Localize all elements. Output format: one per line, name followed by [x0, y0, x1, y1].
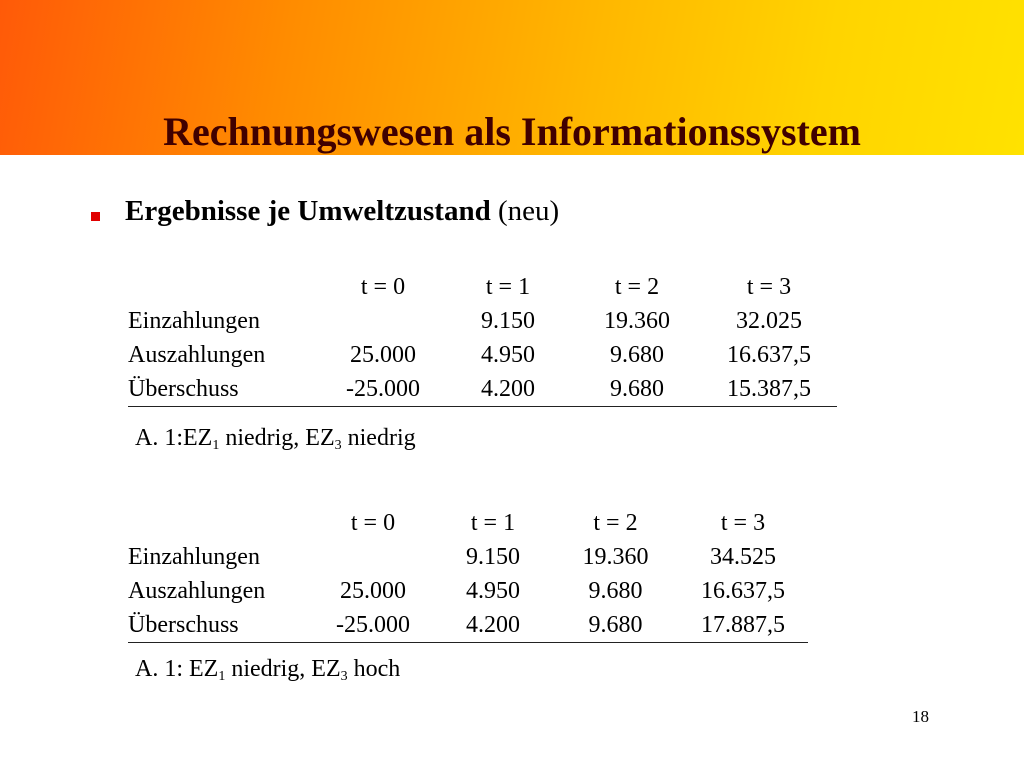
header-cell: t = 1: [485, 274, 531, 300]
table-row: [128, 304, 837, 338]
table-cell: 32.025: [736, 308, 802, 334]
table-cell: 9.680: [553, 608, 678, 643]
table-1-caption: [135, 425, 416, 452]
header-cell: [128, 270, 323, 304]
header-cell: [128, 506, 313, 540]
caption-text: niedrig, EZ: [219, 425, 335, 451]
header-cell: t = 2: [614, 274, 660, 300]
header-cell: t = 0: [360, 274, 406, 300]
table-cell: 19.360: [604, 308, 670, 334]
row-label: Auszahlungen: [128, 342, 266, 368]
row-label: Auszahlungen: [128, 578, 266, 604]
table-cell: 9.150: [481, 308, 535, 334]
cashflow-table-1: [128, 270, 837, 407]
caption-text: niedrig: [341, 425, 416, 451]
table-cell: 4.950: [466, 578, 520, 604]
table-row: [128, 608, 808, 643]
caption-text: A. 1:EZ: [135, 425, 213, 451]
caption-text: hoch: [347, 656, 401, 682]
square-bullet-icon: [91, 212, 100, 221]
row-label: Einzahlungen: [128, 544, 260, 570]
table-cell: 9.680: [610, 342, 664, 368]
table-cell: 16.637,5: [727, 342, 811, 368]
table-cell: 4.200: [433, 608, 553, 643]
table-cell: [323, 304, 443, 338]
table-cell: 9.150: [466, 544, 520, 570]
table-cell: 19.360: [582, 544, 649, 570]
bullet-normal-text: (neu): [490, 195, 560, 227]
caption-subscript: 3: [334, 438, 342, 453]
row-label: Einzahlungen: [128, 308, 260, 334]
table-cell: [313, 540, 433, 574]
page-number: 18: [912, 707, 929, 726]
table-cell: 9.680: [588, 578, 643, 604]
header-cell: t = 3: [720, 510, 766, 536]
table-cell: 4.950: [481, 342, 535, 368]
row-label: Überschuss: [128, 608, 313, 643]
table-cell: 16.637,5: [701, 578, 785, 604]
row-label: Überschuss: [128, 372, 323, 407]
table-header-row: [128, 270, 837, 304]
header-cell: t = 1: [470, 510, 516, 536]
cashflow-table-2: [128, 506, 808, 643]
bullet-text: [125, 195, 559, 228]
table-cell: 15.387,5: [701, 372, 837, 407]
table-cell: 17.887,5: [678, 608, 808, 643]
slide-title: Rechnungswesen als Informationssystem: [163, 109, 861, 154]
table-cell: 25.000: [340, 578, 406, 604]
bullet-bold-text: Ergebnisse je Umweltzustand: [125, 195, 491, 227]
header-cell: t = 0: [350, 510, 396, 536]
caption-subscript: 1: [218, 669, 226, 684]
table-row: [128, 338, 837, 372]
table-cell: 25.000: [350, 342, 416, 368]
table-cell: 4.200: [443, 372, 573, 407]
header-cell: t = 3: [746, 274, 792, 300]
table-header-row: [128, 506, 808, 540]
table-cell: 34.525: [710, 544, 776, 570]
caption-subscript: 3: [340, 669, 348, 684]
table-2-caption: [135, 656, 400, 683]
caption-subscript: 1: [212, 438, 220, 453]
caption-text: niedrig, EZ: [225, 656, 341, 682]
table-cell: -25.000: [323, 372, 443, 407]
table-row: [128, 372, 837, 407]
table-row: [128, 574, 808, 608]
table-row: [128, 540, 808, 574]
table-cell: 9.680: [573, 372, 701, 407]
header-cell: t = 2: [593, 510, 638, 536]
caption-text: A. 1: EZ: [135, 656, 219, 682]
table-cell: -25.000: [313, 608, 433, 643]
